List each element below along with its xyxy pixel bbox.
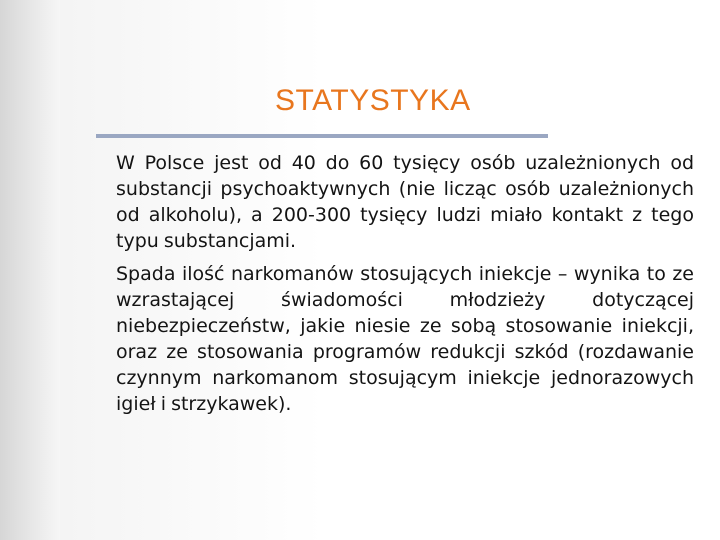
- title-underline-rule: [96, 134, 548, 138]
- paragraph-statistics: W Polsce jest od 40 do 60 tysięcy osób uzależnionych od substancji psychoaktywnych (nie licząc osób uzależnionych od alkoholu), a 200-300 tysięcy ludzi miało kontakt z tego typu substancjami.: [116, 152, 694, 252]
- left-decorative-band: [0, 0, 60, 540]
- slide-body: [116, 150, 694, 424]
- slide-title: STATYSTYKA: [275, 84, 471, 117]
- paragraph-injection-trend: Spada ilość narkomanów stosujących iniekcje – wynika to ze wzrastającej świadomości młodzieży dotyczącej niebezpieczeństw, jakie niesie ze sobą stosowanie iniekcji, oraz ze stosowania programów redukcji szkód (rozdawanie czynnym narkomanom stosującym iniekcje jednorazowych igieł i strzykawek).: [116, 263, 694, 415]
